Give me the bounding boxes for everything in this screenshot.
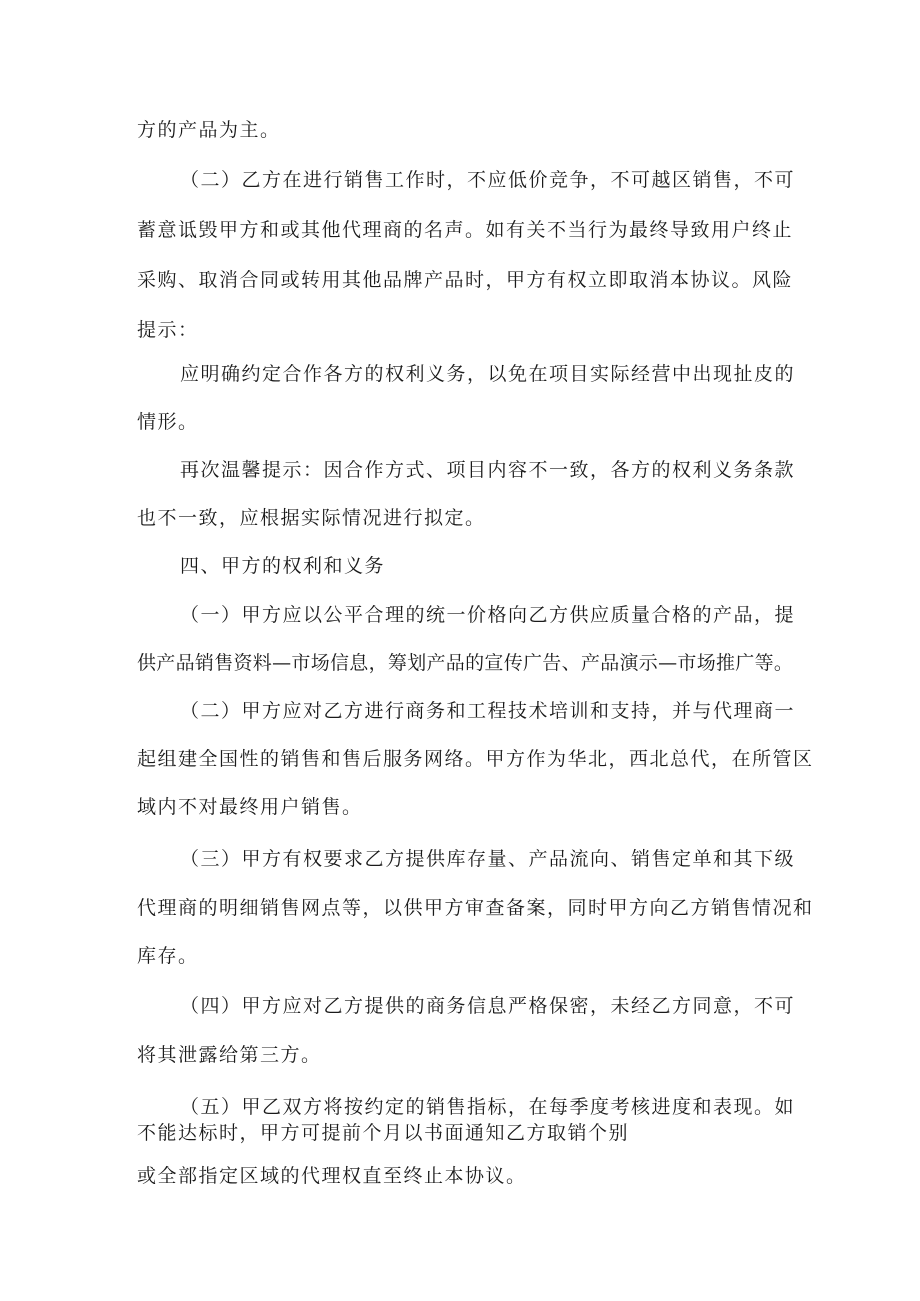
text-line: 代理商的明细销售网点等，以供甲方审查备案，同时甲方向乙方销售情况和 <box>137 897 814 919</box>
text-line: 将其泄露给第三方。 <box>137 1044 322 1066</box>
text-line: 库存。 <box>137 945 199 967</box>
text-line: 域内不对最终用户销售。 <box>137 796 363 818</box>
text-line: （二）乙方在进行销售工作时，不应低价竞争，不可越区销售，不可 <box>180 169 796 191</box>
text-line: 方的产品为主。 <box>137 119 281 141</box>
text-line: （四）甲方应对乙方提供的商务信息严格保密，未经乙方同意，不可 <box>180 995 796 1017</box>
text-line: 或全部指定区域的代理权直至终止本协议。 <box>137 1165 527 1187</box>
text-line: 也不一致，应根据实际情况进行拟定。 <box>137 507 486 529</box>
text-line: 起组建全国性的销售和售后服务网络。甲方作为华北，西北总代，在所管区 <box>137 748 814 770</box>
section-heading: 四、甲方的权利和义务 <box>180 555 386 577</box>
text-line: 应明确约定合作各方的权利义务，以免在项目实际经营中出现扯皮的 <box>180 363 796 385</box>
text-line: （二）甲方应对乙方进行商务和工程技术培训和支持，并与代理商一 <box>180 700 796 722</box>
text-line: （一）甲方应以公平合理的统一价格向乙方供应质量合格的产品，提 <box>180 604 796 626</box>
text-line: （五）甲乙双方将按约定的销售指标，在每季度考核进度和表现。如 <box>180 1096 796 1118</box>
text-line: （三）甲方有权要求乙方提供库存量、产品流向、销售定单和其下级 <box>180 848 796 870</box>
text-line: 不能达标时，甲方可提前个月以书面通知乙方取销个别 <box>137 1122 630 1144</box>
text-line: 蓄意诋毁甲方和或其他代理商的名声。如有关不当行为最终导致用户终止 <box>137 219 794 241</box>
text-line: 供产品销售资料—市场信息，筹划产品的宣传广告、产品演示—市场推广等。 <box>137 652 794 674</box>
text-line: 提示： <box>137 319 199 341</box>
text-line: 再次温馨提示：因合作方式、项目内容不一致，各方的权利义务条款 <box>180 459 796 481</box>
text-line: 采购、取消合同或转用其他品牌产品时，甲方有权立即取消本协议。风险 <box>137 269 794 291</box>
text-line: 情形。 <box>137 411 199 433</box>
